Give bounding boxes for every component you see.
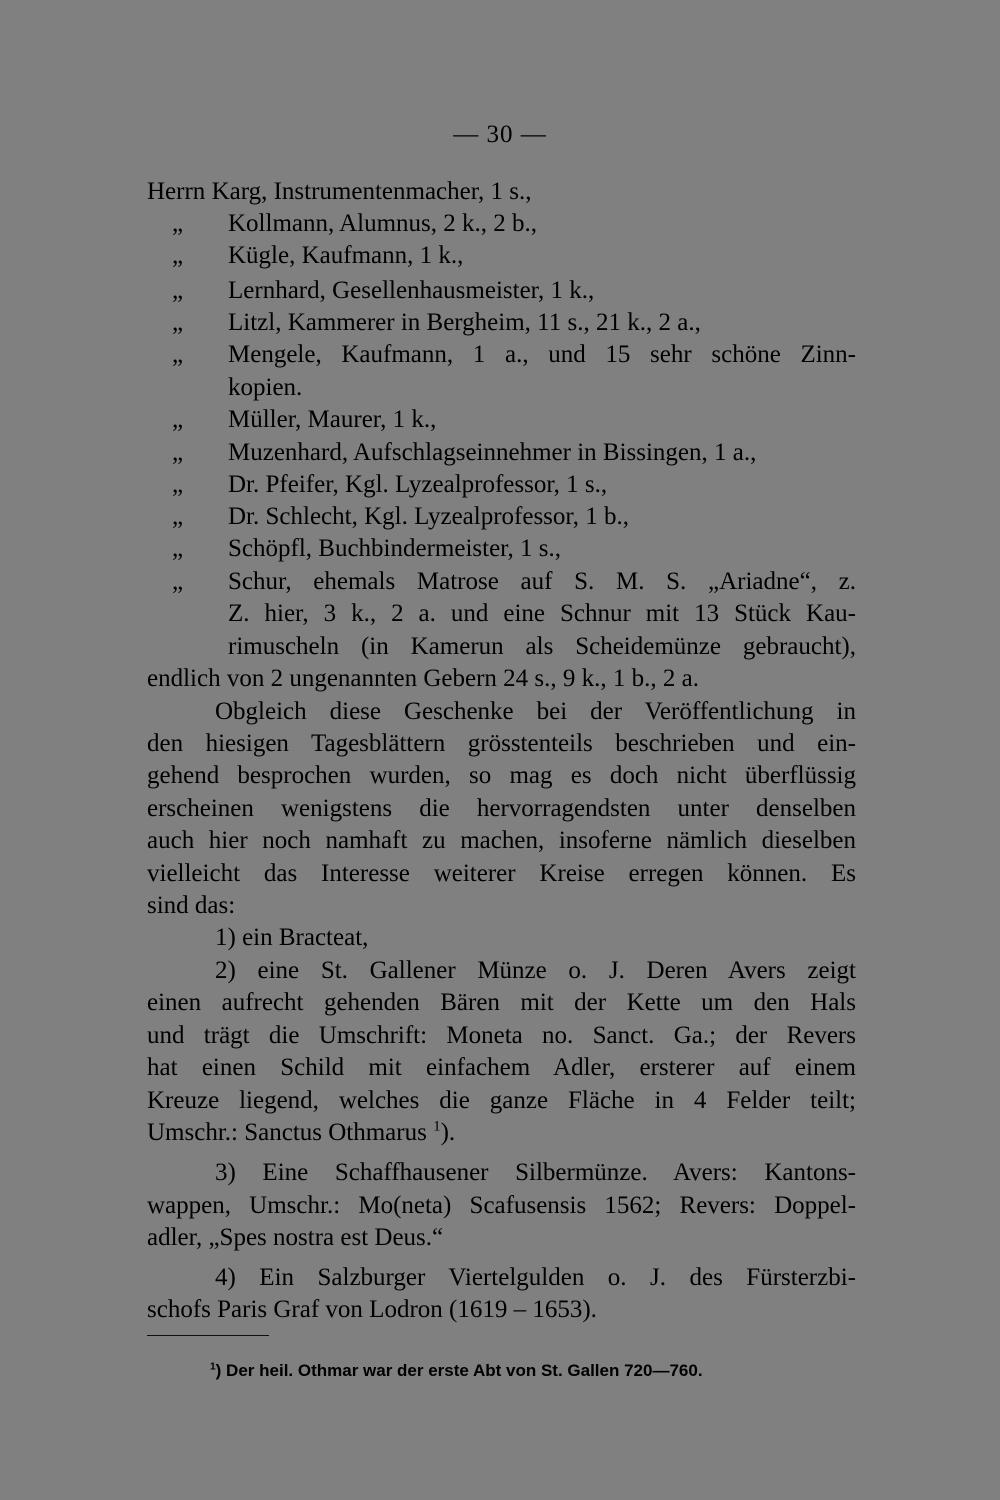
list-item-1: 1) ein Bracteat,: [215, 924, 369, 951]
donor-line-kollmann: Kollmann, Alumnus, 2 k., 2 b.,: [228, 210, 538, 237]
donor-line-karg: Herrn Karg, Instrumentenmacher, 1 s.,: [147, 178, 532, 205]
ditto-mark: „: [172, 535, 184, 562]
list-item-2-cont: und trägt die Umschrift: Moneta no. Sanct. Ga.; der Revers: [147, 1022, 856, 1049]
list-item-2-cont: Umschr.: Sanctus Othmarus $^1$).: [147, 1118, 456, 1146]
ditto-mark: „: [172, 471, 184, 498]
paragraph-line: gehend besprochen wurden, so mag es doch nicht überflüssig: [147, 762, 856, 789]
donor-line-kuegle: Kügle, Kaufmann, 1 k.,: [228, 242, 464, 269]
ditto-mark: „: [172, 568, 184, 595]
ditto-mark: „: [172, 277, 184, 304]
paragraph-line: sind das:: [147, 892, 236, 919]
list-item-2-cont: einen aufrecht gehenden Bären mit der Kette um den Hals: [147, 989, 856, 1016]
ditto-mark: „: [172, 341, 184, 368]
list-item-3-cont: adler, „Spes nostra est Deus.“: [147, 1224, 444, 1251]
donor-line-muzenhard: Muzenhard, Aufschlagseinnehmer in Bissingen, 1 a.,: [228, 439, 757, 466]
salutation: Herrn: [147, 178, 206, 205]
ditto-mark: „: [172, 242, 184, 269]
donor-line-mengele: Mengele, Kaufmann, 1 a., und 15 sehr schöne Zinn-: [228, 341, 856, 368]
list-item-2-cont: hat einen Schild mit einfachem Adler, ersterer auf einem: [147, 1054, 856, 1081]
donor-line-anonymous: endlich von 2 ungenannten Gebern 24 s., 9 k., 1 b., 2 a.: [147, 665, 699, 692]
footnote-divider: [147, 1335, 269, 1336]
paragraph-line: vielleicht das Interesse weiterer Kreise erregen können. Es: [147, 860, 856, 887]
footnote: $^1$) Der heil. Othmar war der erste Abt von St. Gallen 720—760.: [210, 1361, 703, 1380]
donor-line-schlecht: Dr. Schlecht, Kgl. Lyzealprofessor, 1 b.,: [228, 503, 629, 530]
ditto-mark: „: [172, 503, 184, 530]
ditto-mark: „: [172, 309, 184, 336]
donor-line-schur-cont-1: Z. hier, 3 k., 2 a. und eine Schnur mit 13 Stück Kau-: [228, 600, 856, 627]
ditto-mark: „: [172, 439, 184, 466]
donor-line-mueller: Müller, Maurer, 1 k.,: [228, 406, 437, 433]
donor-line-schur-cont-2: rimuscheln (in Kamerun als Scheidemünze gebraucht),: [228, 633, 856, 660]
paragraph-line: erscheinen wenigstens die hervorragendsten unter denselben: [147, 795, 856, 822]
donor-line-pfeifer: Dr. Pfeifer, Kgl. Lyzealprofessor, 1 s.,: [228, 471, 608, 498]
list-item-2-cont: Kreuze liegend, welches die ganze Fläche in 4 Felder teilt;: [147, 1087, 856, 1114]
ditto-mark: „: [172, 210, 184, 237]
donor-line-schur: Schur, ehemals Matrose auf S. M. S. „Ariadne“, z.: [228, 568, 856, 595]
page-number: — 30 —: [453, 121, 547, 148]
donor-line-mengele-cont: kopien.: [228, 374, 303, 401]
footnote-reference: 1: [433, 1118, 441, 1135]
paragraph-line: Obgleich diese Geschenke bei der Veröffentlichung in: [215, 698, 856, 725]
ditto-mark: „: [172, 406, 184, 433]
list-item-3-cont: wappen, Umschr.: Mo(neta) Scafusensis 1562; Revers: Doppel-: [147, 1192, 856, 1219]
list-item-4: 4) Ein Salzburger Viertelgulden o. J. des Fürsterzbi-: [215, 1264, 856, 1291]
paragraph-line: den hiesigen Tagesblättern grösstenteils beschrieben und ein-: [147, 730, 856, 757]
donor-line-lernhard: Lernhard, Gesellenhausmeister, 1 k.,: [228, 277, 595, 304]
list-item-4-cont: schofs Paris Graf von Lodron (1619 – 1653).: [147, 1296, 597, 1323]
donor-line-litzl: Litzl, Kammerer in Bergheim, 11 s., 21 k., 2 a.,: [228, 309, 701, 336]
list-item-2: 2) eine St. Gallener Münze o. J. Deren Avers zeigt: [215, 957, 856, 984]
paragraph-line: auch hier noch namhaft zu machen, insoferne nämlich dieselben: [147, 827, 856, 854]
list-item-3: 3) Eine Schaffhausener Silbermünze. Avers: Kantons-: [215, 1159, 856, 1186]
donor-line-schoepfl: Schöpfl, Buchbindermeister, 1 s.,: [228, 535, 561, 562]
footnote-marker: 1: [210, 1361, 216, 1373]
